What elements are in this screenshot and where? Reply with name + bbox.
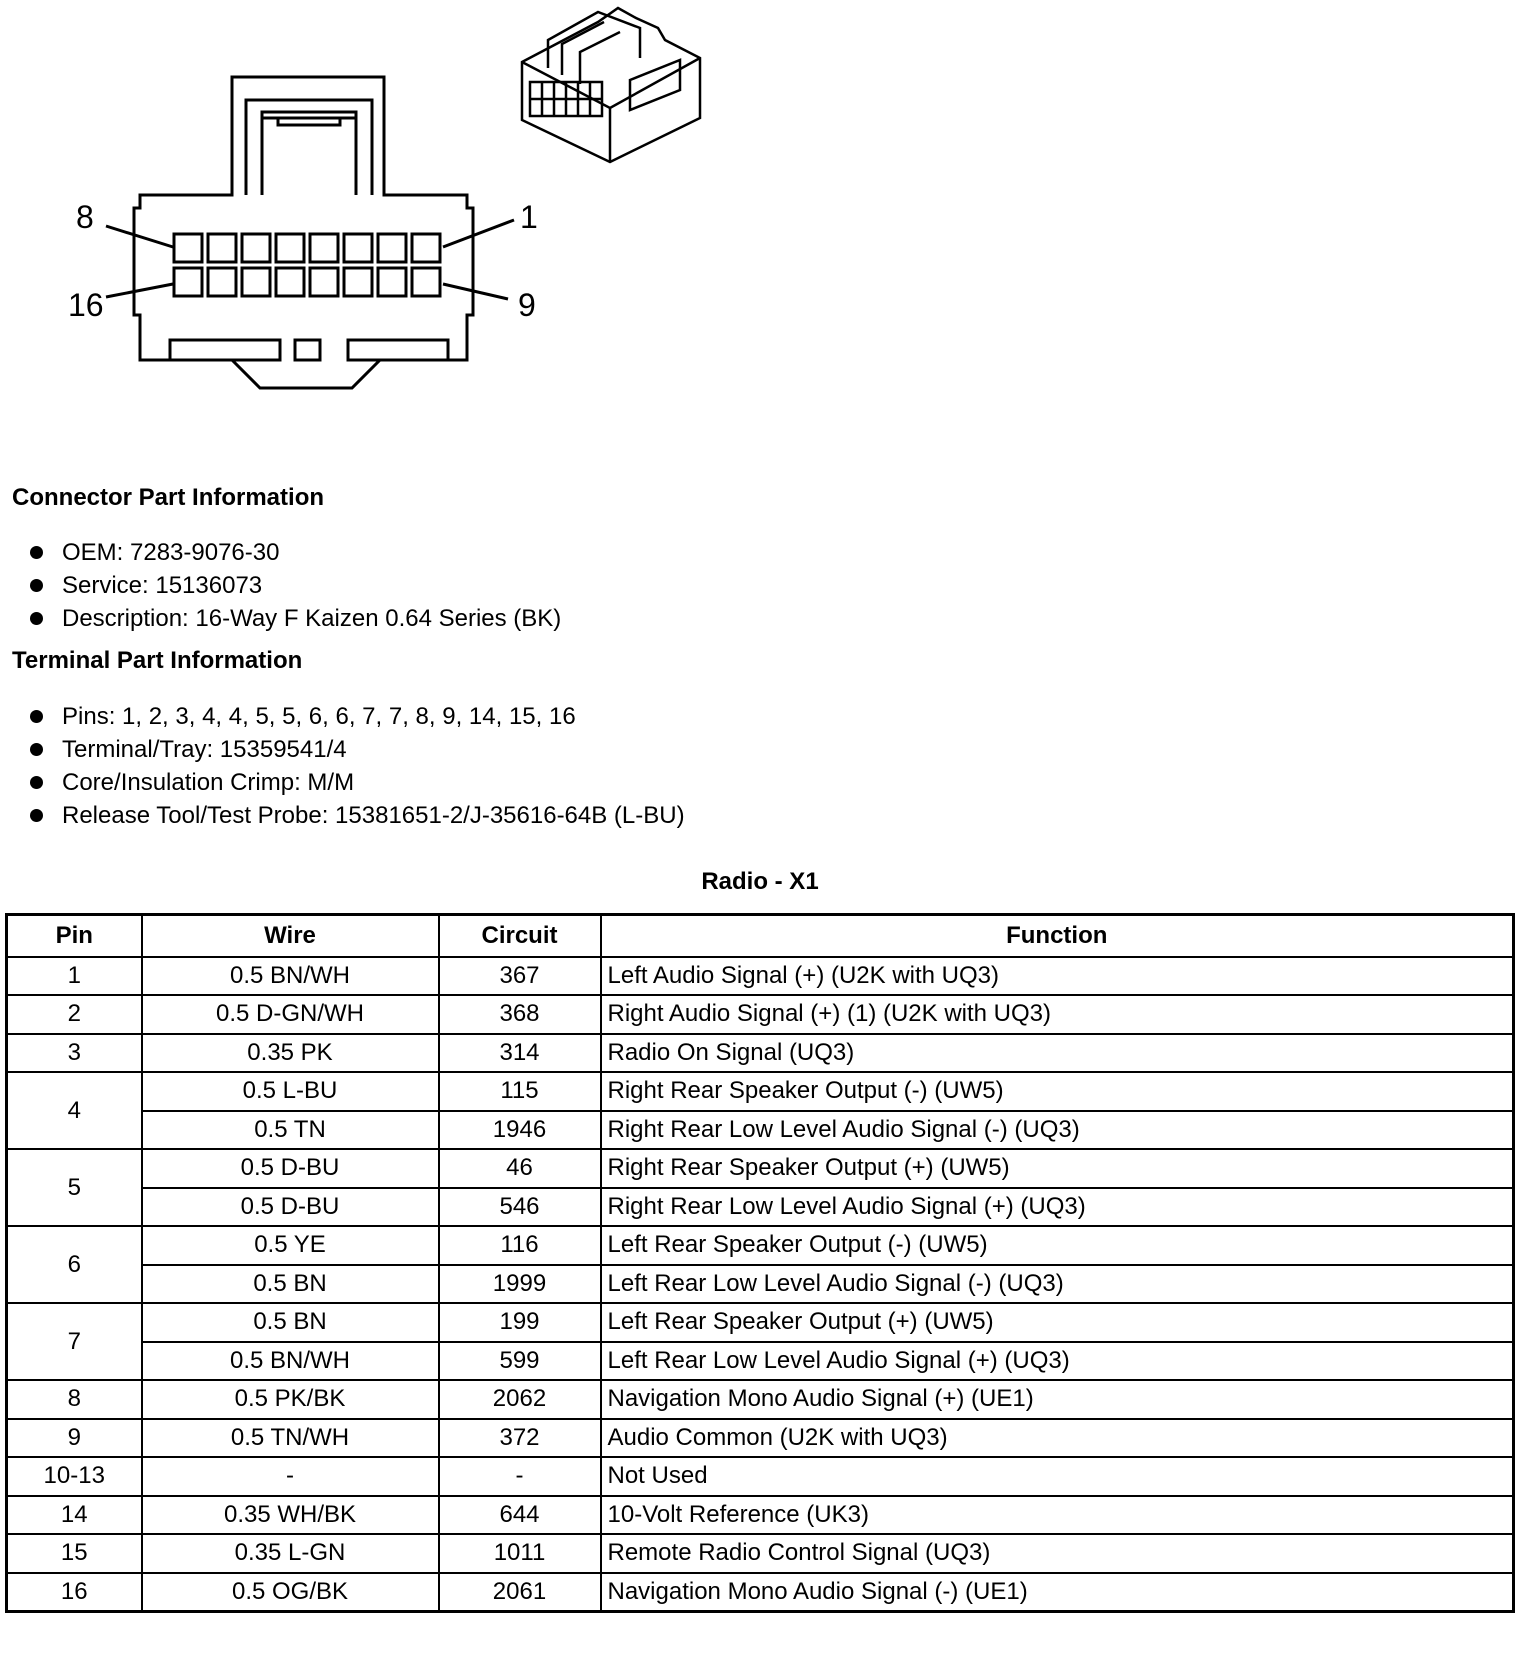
bullet-icon (30, 546, 43, 559)
table-row (7, 1457, 1514, 1496)
table-row (7, 1188, 1514, 1227)
pin-cavity (174, 268, 202, 296)
table-body (7, 957, 1514, 1612)
list-item: Core/Insulation Crimp: M/M (30, 766, 685, 799)
cell-function: Right Rear Speaker Output (-) (UW5) (601, 1072, 1514, 1111)
bullet-icon (30, 743, 43, 756)
list-item: Terminal/Tray: 15359541/4 (30, 733, 685, 766)
header-pin: Pin (7, 915, 142, 957)
cell-pin: 14 (7, 1496, 142, 1535)
cell-circuit: 2061 (439, 1573, 601, 1612)
table-row (7, 1342, 1514, 1381)
bullet-icon (30, 579, 43, 592)
header-circuit: Circuit (439, 915, 601, 957)
cell-pin: 10-13 (7, 1457, 142, 1496)
cell-circuit: 368 (439, 995, 601, 1034)
cell-pin: 6 (7, 1226, 142, 1303)
cell-function: 10-Volt Reference (UK3) (601, 1496, 1514, 1535)
bottom-slot-center (295, 340, 320, 360)
cell-circuit: - (439, 1457, 601, 1496)
cell-function: Right Rear Low Level Audio Signal (-) (UQ3) (601, 1111, 1514, 1150)
cell-wire: 0.35 PK (142, 1034, 439, 1073)
connector-3d-icon (522, 8, 700, 162)
cell-wire: 0.5 L-BU (142, 1072, 439, 1111)
cell-circuit: 115 (439, 1072, 601, 1111)
cell-pin: 16 (7, 1573, 142, 1612)
cell-pin: 1 (7, 957, 142, 996)
cell-circuit: 46 (439, 1149, 601, 1188)
cell-pin: 4 (7, 1072, 142, 1149)
table-title: Radio - X1 (701, 868, 819, 895)
cell-wire: 0.5 PK/BK (142, 1380, 439, 1419)
table-row (7, 1149, 1514, 1188)
bullet-icon (30, 776, 43, 789)
cell-function: Remote Radio Control Signal (UQ3) (601, 1534, 1514, 1573)
cell-wire: 0.35 L-GN (142, 1534, 439, 1573)
cell-function: Left Rear Speaker Output (+) (UW5) (601, 1303, 1514, 1342)
cell-wire: 0.5 BN (142, 1303, 439, 1342)
list-item: OEM: 7283-9076-30 (30, 536, 561, 569)
list-item: Release Tool/Test Probe: 15381651-2/J-35616-64B (L-BU) (30, 799, 685, 832)
pin-cavity (242, 234, 270, 262)
cell-wire: 0.5 BN/WH (142, 1342, 439, 1381)
cell-pin: 2 (7, 995, 142, 1034)
pin-label-1: 1 (520, 199, 538, 235)
cell-circuit: 372 (439, 1419, 601, 1458)
pin-cavity (378, 234, 406, 262)
pin-cavity (174, 234, 202, 262)
connector-diagram (0, 0, 760, 420)
table-row (7, 1265, 1514, 1304)
list-item: Service: 15136073 (30, 569, 561, 602)
cell-wire: 0.5 D-GN/WH (142, 995, 439, 1034)
cell-circuit: 116 (439, 1226, 601, 1265)
cell-function: Right Audio Signal (+) (1) (U2K with UQ3) (601, 995, 1514, 1034)
cell-circuit: 1999 (439, 1265, 601, 1304)
cell-function: Navigation Mono Audio Signal (+) (UE1) (601, 1380, 1514, 1419)
pin-cavity (344, 234, 372, 262)
terminal-info-list (30, 700, 685, 832)
cell-wire: 0.5 BN (142, 1265, 439, 1304)
table-row (7, 1419, 1514, 1458)
table-row (7, 1380, 1514, 1419)
cell-function: Audio Common (U2K with UQ3) (601, 1419, 1514, 1458)
leader-line-9 (443, 284, 508, 299)
pin-cavity (310, 268, 338, 296)
cell-wire: - (142, 1457, 439, 1496)
pin-label-9: 9 (518, 287, 536, 323)
pin-cavity (344, 268, 372, 296)
pin-label-8: 8 (76, 199, 94, 235)
pin-cavity (412, 234, 440, 262)
header-wire: Wire (142, 915, 439, 957)
leader-line-16 (106, 284, 173, 297)
bullet-icon (30, 809, 43, 822)
cell-pin: 3 (7, 1034, 142, 1073)
cell-wire: 0.5 TN (142, 1111, 439, 1150)
pin-table (5, 913, 1515, 1613)
cell-circuit: 1946 (439, 1111, 601, 1150)
cell-circuit: 2062 (439, 1380, 601, 1419)
cell-pin: 9 (7, 1419, 142, 1458)
header-function: Function (601, 915, 1514, 957)
cell-circuit: 199 (439, 1303, 601, 1342)
pin-cavities (174, 234, 440, 296)
connector-info-list (30, 536, 561, 635)
pin-cavity (208, 234, 236, 262)
cell-function: Left Rear Speaker Output (-) (UW5) (601, 1226, 1514, 1265)
bullet-icon (30, 612, 43, 625)
table-header-row (7, 915, 1514, 957)
pin-cavity (310, 234, 338, 262)
bottom-slot-left (170, 340, 280, 360)
table-row (7, 1111, 1514, 1150)
cell-wire: 0.5 D-BU (142, 1188, 439, 1227)
leader-line-8 (106, 226, 173, 247)
table-row (7, 1496, 1514, 1535)
cell-circuit: 644 (439, 1496, 601, 1535)
cell-wire: 0.5 BN/WH (142, 957, 439, 996)
pin-cavity (242, 268, 270, 296)
cell-pin: 15 (7, 1534, 142, 1573)
cell-wire: 0.5 D-BU (142, 1149, 439, 1188)
table-row (7, 1072, 1514, 1111)
cell-circuit: 1011 (439, 1534, 601, 1573)
table-row (7, 957, 1514, 996)
table-row (7, 1034, 1514, 1073)
cell-circuit: 367 (439, 957, 601, 996)
pin-label-16: 16 (68, 287, 104, 323)
cell-circuit: 599 (439, 1342, 601, 1381)
cell-function: Radio On Signal (UQ3) (601, 1034, 1514, 1073)
cell-wire: 0.5 TN/WH (142, 1419, 439, 1458)
cell-circuit: 314 (439, 1034, 601, 1073)
cell-function: Left Rear Low Level Audio Signal (-) (UQ3) (601, 1265, 1514, 1304)
cell-pin: 7 (7, 1303, 142, 1380)
cell-pin: 8 (7, 1380, 142, 1419)
table-row (7, 1573, 1514, 1612)
list-item: Description: 16-Way F Kaizen 0.64 Series (BK) (30, 602, 561, 635)
cell-wire: 0.5 YE (142, 1226, 439, 1265)
list-item: Pins: 1, 2, 3, 4, 4, 5, 5, 6, 6, 7, 7, 8, 9, 14, 15, 16 (30, 700, 685, 733)
pin-cavity (208, 268, 236, 296)
table-row (7, 1303, 1514, 1342)
bullet-icon (30, 710, 43, 723)
pin-cavity (276, 268, 304, 296)
cell-wire: 0.35 WH/BK (142, 1496, 439, 1535)
terminal-info-heading: Terminal Part Information (12, 647, 303, 674)
cell-function: Left Audio Signal (+) (U2K with UQ3) (601, 957, 1514, 996)
cell-wire: 0.5 OG/BK (142, 1573, 439, 1612)
connector-latch (246, 100, 372, 195)
pin-cavity (378, 268, 406, 296)
cell-circuit: 546 (439, 1188, 601, 1227)
cell-function: Navigation Mono Audio Signal (-) (UE1) (601, 1573, 1514, 1612)
leader-line-1 (443, 220, 514, 247)
cell-function: Right Rear Speaker Output (+) (UW5) (601, 1149, 1514, 1188)
table-row (7, 995, 1514, 1034)
connector-info-heading: Connector Part Information (12, 484, 325, 511)
table-row (7, 1534, 1514, 1573)
pin-cavity (276, 234, 304, 262)
cell-function: Left Rear Low Level Audio Signal (+) (UQ3) (601, 1342, 1514, 1381)
pin-cavity (412, 268, 440, 296)
cell-function: Not Used (601, 1457, 1514, 1496)
bottom-slot-right (348, 340, 448, 360)
cell-function: Right Rear Low Level Audio Signal (+) (UQ3) (601, 1188, 1514, 1227)
cell-pin: 5 (7, 1149, 142, 1226)
table-row (7, 1226, 1514, 1265)
